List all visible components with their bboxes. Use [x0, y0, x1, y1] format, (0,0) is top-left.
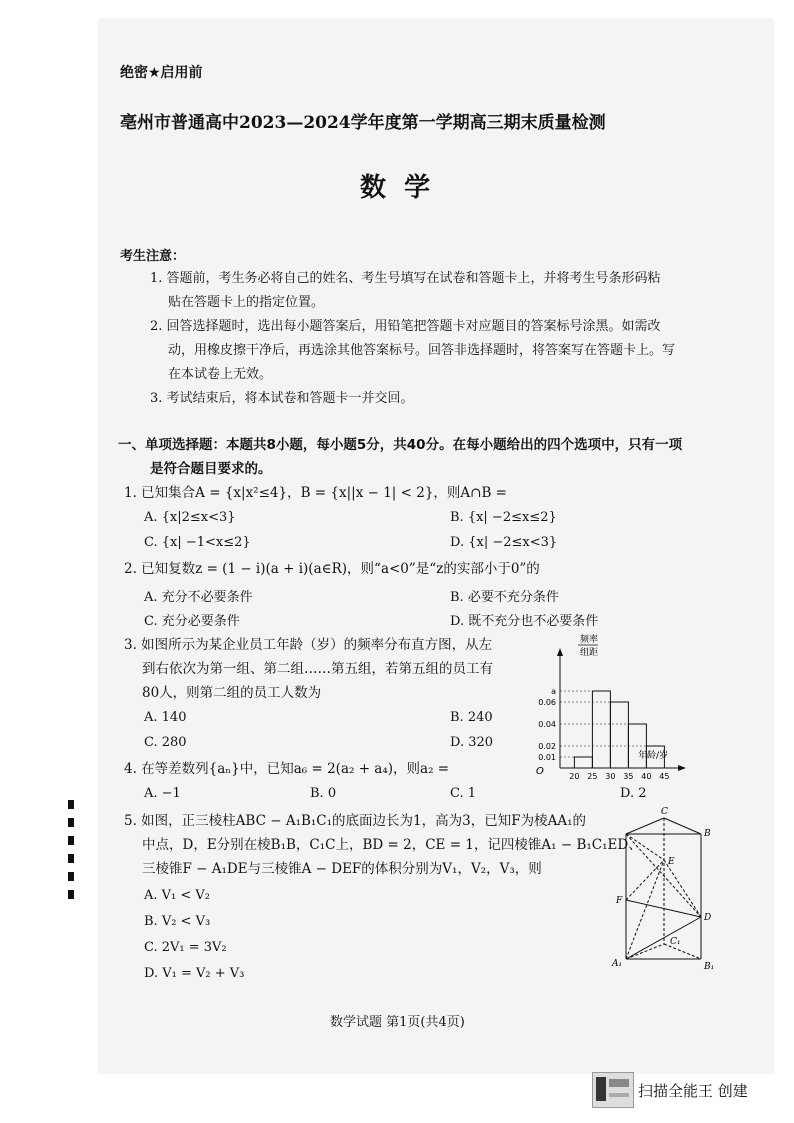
- histogram-bar: [574, 757, 592, 768]
- q4-option-d: D. 2: [620, 786, 647, 801]
- q3-option-b: B. 240: [450, 710, 493, 725]
- q2-option-c: C. 充分必要条件: [144, 614, 240, 629]
- histogram-origin: O: [536, 766, 544, 777]
- notice-item: 3. 考试结束后，将本试卷和答题卡一并交回。: [150, 391, 414, 406]
- histogram-ylabel-top: 频率: [580, 635, 599, 645]
- q5-option-a: A. V₁ < V₂: [144, 888, 211, 903]
- section-heading: 一、单项选择题：本题共8小题，每小题5分，共40分。在每小题给出的四个选项中，只有一项: [118, 437, 683, 453]
- histogram-ytick-label: a: [551, 687, 556, 696]
- q4-option-b: B. 0: [310, 786, 337, 801]
- histogram-xlabel: 年龄/岁: [638, 751, 669, 761]
- q2-option-b: B. 必要不充分条件: [450, 590, 559, 605]
- y-axis-arrow: [557, 648, 563, 656]
- histogram-ytick-label: 0.06: [538, 698, 556, 707]
- x-axis-arrow: [678, 765, 686, 771]
- subject-title: 数 学: [360, 173, 431, 203]
- q1-option-b: B. {x| −2≤x≤2}: [450, 510, 557, 525]
- secret-label: 绝密★启用前: [120, 65, 203, 81]
- binding-mark: [68, 836, 74, 845]
- q4-option-a: A. −1: [144, 786, 181, 801]
- binding-mark: [68, 872, 74, 881]
- q3-stem: 3. 如图所示为某企业员工年龄（岁）的频率分布直方图，从左: [124, 637, 493, 653]
- histogram-ytick-label: 0.02: [538, 742, 556, 751]
- notice-item: 1. 答题前，考生务必将自己的姓名、考生号填写在试卷和答题卡上，并将考生号条形码粘: [150, 271, 661, 286]
- q4-option-c: C. 1: [450, 786, 477, 801]
- q4-stem: 4. 在等差数列{aₙ}中，已知a₆ = 2(a₂ + a₄)，则a₂ =: [124, 761, 450, 777]
- binding-mark: [68, 818, 74, 827]
- q5-stem: 5. 如图，正三棱柱ABC − A₁B₁C₁的底面边长为1，高为3，已知F为棱AA₁的: [124, 813, 587, 829]
- q5-stem: 三棱锥F − A₁DE与三棱锥A − DEF的体积分别为V₁，V₂，V₃，则: [142, 861, 542, 877]
- q1-stem: 1. 已知集合A = {x|x²≤4}，B = {x||x − 1| < 2}，则A∩B =: [124, 485, 507, 501]
- histogram-bar: [592, 691, 610, 768]
- histogram-ytick-label: 0.04: [538, 720, 556, 729]
- histogram-xtick-label: 45: [659, 772, 670, 781]
- binding-mark: [68, 800, 74, 809]
- prism-label-b1: B₁: [704, 962, 715, 972]
- notice-label: 考生注意：: [120, 249, 186, 264]
- q5-option-b: B. V₂ < V₃: [144, 914, 211, 929]
- page-footer: 数学试题 第1页(共4页): [330, 1015, 465, 1030]
- binding-mark: [68, 854, 74, 863]
- q5-option-c: C. 2V₁ = 3V₂: [144, 940, 227, 955]
- q5-stem: 中点，D，E分别在棱B₁B，C₁C上，BD = 2，CE = 1，记四棱锥A₁ − B₁C₁ED、: [142, 837, 642, 853]
- q2-stem: 2. 已知复数z = (1 − i)(a + i)(a∈R)，则“a<0”是“z的实部小于0”的: [124, 561, 540, 577]
- scanner-watermark-text: 扫描全能王 创建: [638, 1082, 748, 1100]
- section-heading-cont: 是符合题目要求的。: [150, 461, 272, 477]
- prism-label-d: D: [704, 913, 712, 923]
- prism-label-c: C: [661, 807, 668, 817]
- prism-label-c1: C₁: [670, 937, 681, 947]
- notice-item: 2. 回答选择题时，选出每小题答案后，用铅笔把答题卡对应题目的答案标号涂黑。如需改: [150, 319, 661, 334]
- prism-label-a1: A₁: [612, 959, 623, 969]
- histogram-xtick-label: 30: [605, 772, 616, 781]
- histogram-bar: [610, 702, 628, 768]
- q3-stem: 80人，则第二组的员工人数为: [142, 685, 322, 701]
- q1-option-d: D. {x| −2≤x<3}: [450, 535, 558, 550]
- notice-item: 贴在答题卡上的指定位置。: [168, 295, 325, 310]
- prism-label-b: B: [704, 829, 711, 839]
- prism-label-e: E: [668, 857, 675, 867]
- q3-option-d: D. 320: [450, 735, 494, 750]
- histogram-xtick-label: 40: [641, 772, 652, 781]
- q3-stem: 到右依次为第一组、第二组……第五组，若第五组的员工有: [142, 661, 493, 677]
- notice-item: 在本试卷上无效。: [168, 367, 273, 382]
- frequency-histogram: [520, 632, 710, 782]
- exam-title: 亳州市普通高中2023—2024学年度第一学期高三期末质量检测: [120, 113, 606, 133]
- histogram-xtick-label: 25: [587, 772, 598, 781]
- histogram-xtick-label: 20: [569, 772, 580, 781]
- histogram-ytick-label: 0.01: [538, 753, 556, 762]
- prism-diagram: [606, 804, 726, 974]
- notice-item: 动，用橡皮擦干净后，再选涂其他答案标号。回答非选择题时，将答案写在答题卡上。写: [168, 343, 676, 358]
- q1-option-a: A. {x|2≤x<3}: [144, 510, 236, 525]
- q2-option-a: A. 充分不必要条件: [144, 590, 253, 605]
- scanner-logo: [592, 1072, 634, 1108]
- binding-mark: [68, 890, 74, 899]
- q2-option-d: D. 既不充分也不必要条件: [450, 614, 599, 629]
- q3-option-a: A. 140: [144, 710, 187, 725]
- prism-label-f: F: [616, 896, 623, 906]
- histogram-ylabel-bottom: 组距: [580, 648, 599, 658]
- q3-option-c: C. 280: [144, 735, 187, 750]
- histogram-xtick-label: 35: [623, 772, 634, 781]
- q5-option-d: D. V₁ = V₂ + V₃: [144, 966, 245, 981]
- q1-option-c: C. {x| −1<x≤2}: [144, 535, 251, 550]
